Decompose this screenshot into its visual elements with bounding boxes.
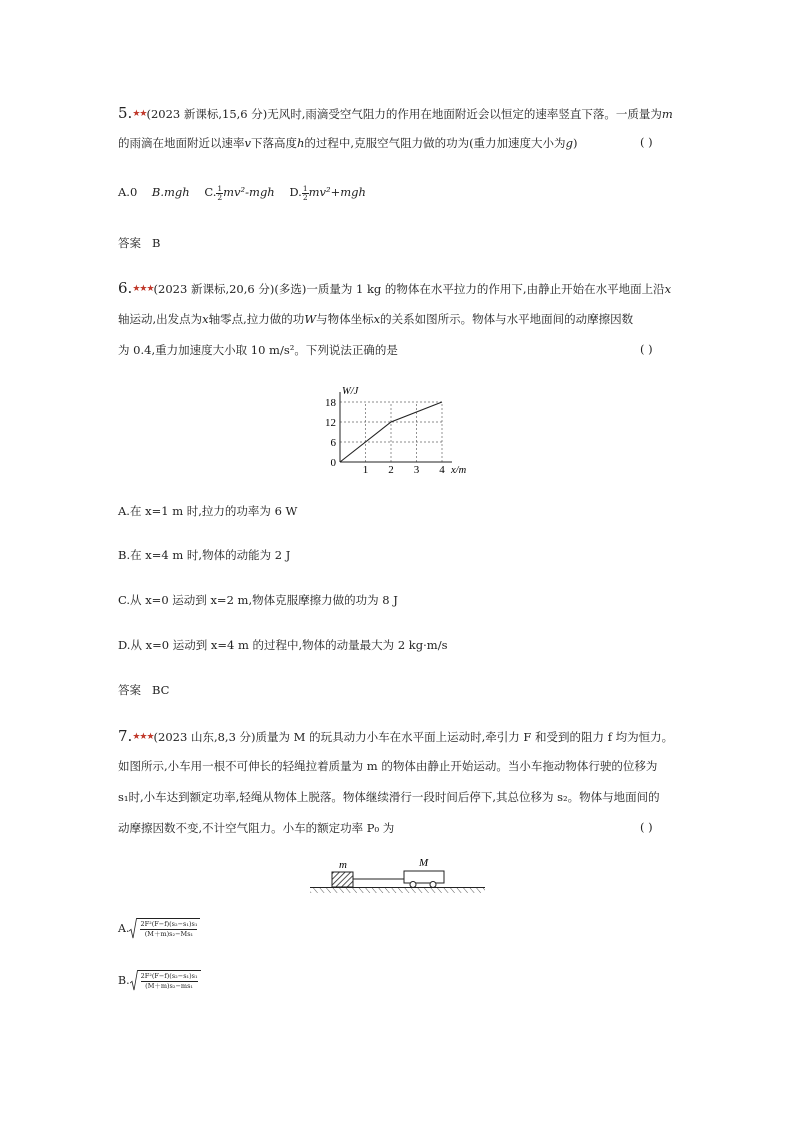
q6-var-w: W [304, 312, 317, 326]
option-prefix: A. [118, 922, 130, 935]
q6-stem-2b: 轴零点,拉力做的功 [208, 312, 305, 326]
difficulty-stars-icon: ★★ [132, 109, 147, 119]
q6-answer-paren: ( ) [640, 342, 653, 356]
y-tick-label: 0 [330, 457, 336, 469]
q5-option-c-tail: mv²-mgh [223, 185, 275, 199]
q6-number: 6. [118, 279, 133, 297]
q6-option-c: C.从 x=0 运动到 x=2 m,物体克服摩擦力做的功为 8 J [118, 593, 398, 607]
q7-line-1 [118, 728, 673, 745]
x-tick-label: 4 [439, 464, 445, 476]
q6-var-x: x [202, 312, 209, 326]
option-prefix: B. [118, 974, 130, 987]
q5-stem-2d: ) [572, 136, 578, 150]
sqrt-expression [129, 918, 200, 939]
x-tick-label: 2 [388, 464, 394, 476]
q7-stem-1: (2023 山东,8,3 分)质量为 M 的玩具动力小车在水平面上运动时,牵引力 F 和受到的阻力 f 均为恒力。 [153, 730, 674, 744]
label-m: m [339, 859, 347, 871]
q5-var-g: g [565, 136, 573, 150]
formula-numerator: 2F²(F−f)(s₂−s₁)s₁ [140, 920, 198, 928]
q7-number: 7. [118, 727, 133, 745]
q5-var-v: v [244, 136, 251, 150]
answer-value: BC [151, 683, 170, 697]
q5-line-2 [118, 135, 577, 151]
q6-option-d: D.从 x=0 运动到 x=4 m 的过程中,物体的动量最大为 2 kg·m/s [118, 638, 448, 652]
label-M: M [419, 857, 429, 869]
q5-options [118, 184, 366, 202]
y-tick-label: 6 [330, 437, 336, 449]
q6-stem-2a: 轴运动,出发点为 [118, 312, 203, 326]
ground-hatch [310, 888, 485, 893]
cart-wheel [410, 882, 416, 888]
formula-numerator: 2F²(F−f)(s₂−s₁)s₁ [140, 972, 198, 980]
q7-option-b [118, 970, 201, 991]
q6-option-b: B.在 x=4 m 时,物体的动能为 2 J [118, 548, 291, 562]
q5-stem-2c: 的过程中,克服空气阻力做的功为(重力加速度大小为 [304, 136, 566, 150]
q7-answer-paren: ( ) [640, 820, 653, 834]
radical-sign-icon [129, 918, 137, 939]
work-displacement-chart [318, 383, 478, 478]
q5-var-h: h [297, 136, 305, 150]
q6-line-1 [118, 280, 671, 297]
q5-answer-paren: ( ) [640, 135, 653, 149]
answer-label: 答案 [118, 236, 141, 250]
block-m [332, 872, 353, 887]
q5-stem-1: (2023 新课标,15,6 分)无风时,雨滴受空气阻力的作用在地面附近会以恒定的速率竖直下落。一质量为 [146, 107, 662, 121]
q5-stem-2a: 的雨滴在地面附近以速率 [118, 136, 245, 150]
formula-denominator: (M＋m)s₂−Ms₁ [144, 930, 194, 938]
chart-x-label: x/m [451, 465, 467, 476]
chart-tick-labels [325, 397, 445, 476]
fraction-half [302, 185, 309, 202]
difficulty-stars-icon: ★★★ [132, 732, 154, 742]
q5-line-1 [118, 105, 673, 122]
toy-cart-M [404, 871, 444, 883]
q6-stem-1: (2023 新课标,20,6 分)(多选)一质量为 1 kg 的物体在水平拉力的作用下,由静止开始在水平地面上沿 [153, 282, 665, 296]
fraction-num: 1 [217, 183, 223, 193]
fraction-num: 1 [302, 183, 308, 193]
cart-block-figure [305, 855, 490, 900]
q7-line-4: 动摩擦因数不变,不计空气阻力。小车的额定功率 P₀ 为 [118, 821, 395, 835]
answer-label: 答案 [118, 683, 141, 697]
chart-y-label: W/J [342, 386, 359, 397]
q6-var-x: x [373, 312, 381, 326]
chart-axes [340, 392, 452, 462]
x-tick-label: 3 [413, 464, 420, 476]
chart-grid [340, 402, 442, 462]
q6-stem-2c: 与物体坐标 [316, 312, 374, 326]
cart-wheel [430, 882, 436, 888]
q6-option-a: A.在 x=1 m 时,拉力的功率为 6 W [118, 504, 298, 518]
fraction-den: 2 [302, 192, 308, 202]
q7-option-a [118, 918, 200, 939]
sqrt-expression [130, 970, 201, 991]
q5-answer [118, 235, 160, 251]
difficulty-stars-icon: ★★★ [132, 284, 154, 294]
q6-var-x: x [664, 282, 672, 296]
q7-line-2: 如图所示,小车用一根不可伸长的轻绳拉着质量为 m 的物体由静止开始运动。当小车拖动物体行驶的位移为 [118, 759, 658, 773]
q5-number: 5. [118, 104, 133, 122]
q5-option-d-tail: mv²+mgh [308, 185, 366, 199]
x-tick-label: 1 [362, 464, 369, 476]
q5-option-d [289, 183, 366, 202]
fraction-den: 2 [217, 192, 223, 202]
y-tick-label: 18 [325, 397, 336, 409]
q5-stem-2b: 下落高度 [251, 136, 297, 150]
q5-option-c-prefix: C. [204, 185, 217, 199]
y-tick-label: 12 [325, 417, 336, 429]
q5-option-b: B.mgh [151, 185, 190, 199]
formula-denominator: (M＋m)s₂−ms₁ [145, 982, 194, 990]
q6-stem-2d: 的关系如图所示。物体与水平地面间的动摩擦因数 [380, 312, 634, 326]
radical-sign-icon [130, 970, 138, 991]
answer-value: B [151, 236, 161, 250]
q6-answer [118, 682, 169, 698]
q6-line-3: 为 0.4,重力加速度大小取 10 m/s²。下列说法正确的是 [118, 343, 398, 357]
q5-var-m: m [661, 107, 673, 121]
q6-line-2 [118, 311, 633, 327]
q5-option-c [204, 183, 275, 202]
q7-line-3: s₁时,小车达到额定功率,轻绳从物体上脱落。物体继续滑行一段时间后停下,其总位移为 s₂。物体与地面间的 [118, 790, 660, 804]
q5-option-a: A.0 [118, 185, 138, 199]
q5-option-d-prefix: D. [289, 185, 302, 199]
